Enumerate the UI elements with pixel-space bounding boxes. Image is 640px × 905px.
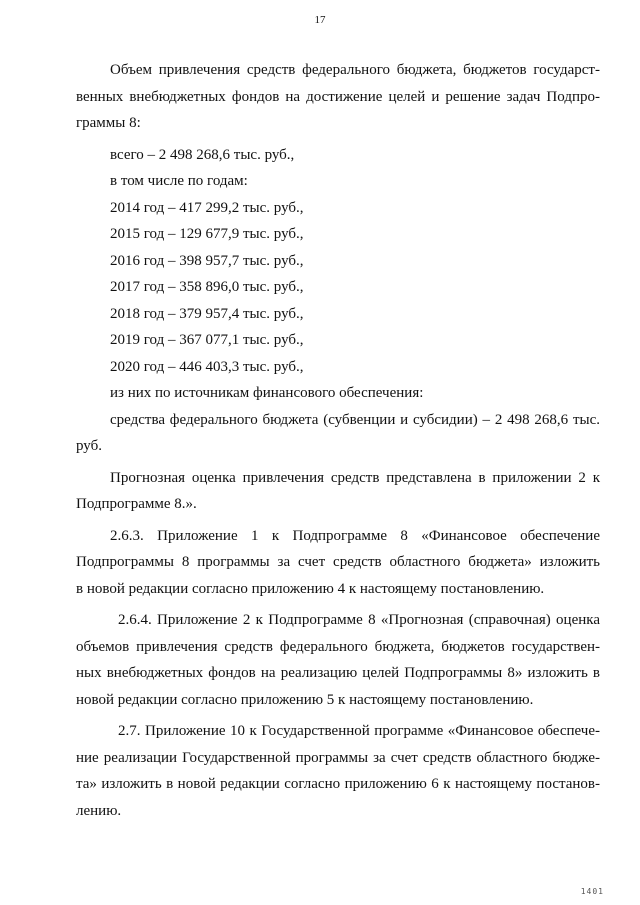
text-line: Объем привлечения средств федерального бюджета, бюджетов государст- (110, 62, 600, 78)
text-line: 2.6.4. Приложение 2 к Подпрограмме 8 «Прогнозная (справочная) оценка (118, 612, 600, 628)
text-line: венных внебюджетных фондов на достижение целей и решение задач Подпро- (76, 88, 600, 105)
text-line: та» изложить в новой редакции согласно приложению 6 к настоящему постанов- (76, 776, 600, 792)
text-line: новой редакции согласно приложению 5 к настоящему постановлению. (76, 691, 534, 708)
scan-mark: 1401 (580, 887, 604, 896)
text-line: средства федерального бюджета (субвенции и субсидии) – 2 498 268,6 тыс. (110, 411, 600, 428)
funding-sources-label: из них по источникам финансового обеспечения: (110, 385, 424, 401)
text-line: 2.6.3. Приложение 1 к Подпрограмме 8 «Финансовое обеспечение (110, 527, 600, 544)
funding-year-item: 2018 год – 379 957,4 тыс. руб., (110, 305, 304, 322)
funding-year-item: 2014 год – 417 299,2 тыс. руб., (110, 199, 304, 216)
funding-year-item: 2020 год – 446 403,3 тыс. руб., (110, 358, 304, 375)
page-number: 17 (314, 14, 326, 26)
text-line: Прогнозная оценка привлечения средств представлена в приложении 2 к (110, 469, 600, 486)
text-line: руб. (76, 438, 102, 454)
text-line: Подпрограммы 8 программы за счет средств областного бюджета» изложить (76, 554, 600, 570)
text-line: граммы 8: (76, 115, 141, 131)
funding-year-item: 2017 год – 358 896,0 тыс. руб., (110, 279, 304, 295)
text-line: ных внебюджетных фондов на реализацию целей Подпрограммы 8» изложить в (76, 665, 600, 681)
funding-year-item: 2016 год – 398 957,7 тыс. руб., (110, 252, 304, 269)
item-2-6-4 (76, 607, 600, 713)
funding-federal (76, 407, 600, 460)
text-line: 2.7. Приложение 10 к Государственной программе «Финансовое обеспече- (118, 723, 600, 739)
text-line: лению. (76, 802, 122, 819)
item-2-6-3 (76, 523, 600, 603)
item-2-7 (76, 718, 600, 824)
text-line: в новой редакции согласно приложению 4 к настоящему постановлению. (76, 580, 545, 597)
text-line: ние реализации Государственной программы за счет средств областного бюдже- (76, 749, 600, 766)
text-line: Подпрограмме 8.». (76, 496, 197, 512)
funding-by-years-label: в том числе по годам: (110, 173, 248, 189)
forecast-paragraph (76, 465, 600, 518)
intro-paragraph (76, 57, 600, 137)
text-line: объемов привлечения средств федерального бюджета, бюджетов государствен- (76, 638, 600, 655)
funding-total: всего – 2 498 268,6 тыс. руб., (110, 146, 295, 163)
funding-year-item: 2019 год – 367 077,1 тыс. руб., (110, 332, 304, 348)
funding-list (76, 142, 600, 460)
document-body (76, 57, 600, 824)
funding-year-item: 2015 год – 129 677,9 тыс. руб., (110, 226, 304, 242)
